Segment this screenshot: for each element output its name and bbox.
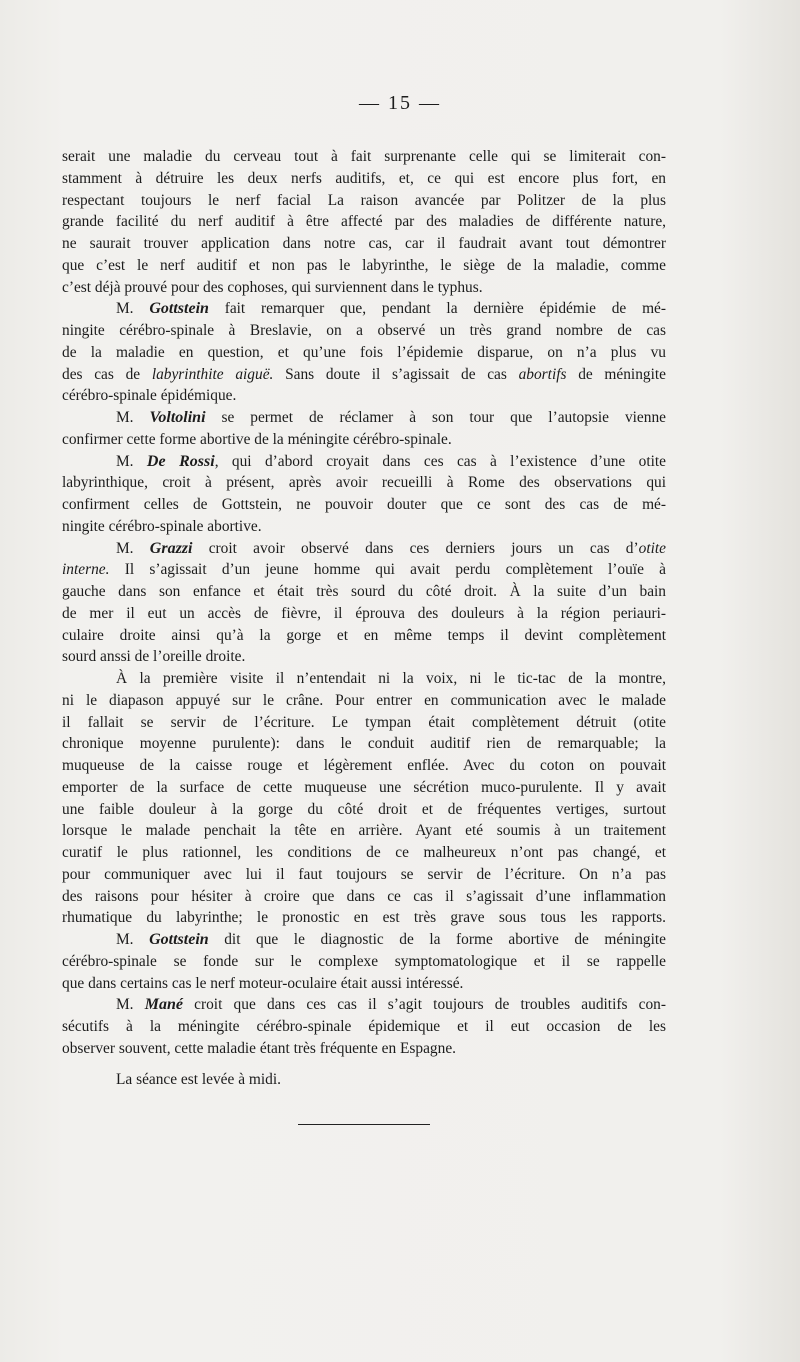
text-segment: de mer il eut un accès de fièvre, il éprouva des douleurs à la région periauri-	[62, 604, 666, 622]
text-segment: que c’est le nerf auditif et non pas le labyrinthe, le siège de la maladie, comme	[62, 256, 666, 274]
text-segment: croit que dans ces cas il s’agit toujours de troubles auditifs con-	[182, 996, 666, 1014]
text-line	[62, 538, 666, 560]
speaker-name: Gottstein	[149, 300, 209, 318]
speaker-name: Gottstein	[149, 931, 209, 948]
text-segment: M.	[116, 539, 150, 557]
text-line	[62, 733, 666, 755]
text-segment: M.	[116, 409, 150, 426]
text-segment: sourd anssi de l’oreille droite.	[62, 648, 246, 666]
text-line	[62, 298, 666, 320]
text-segment: labyrinthique, croit à présent, après avoir recueilli à Rome des observations qui	[62, 474, 666, 492]
text-line	[62, 364, 666, 386]
text-line	[62, 1038, 666, 1060]
text-segment: ningite cérébro-spinale à Breslavie, on a observé un très grand nombre de cas	[62, 322, 666, 339]
text-segment: de méningite	[566, 365, 666, 383]
text-line	[62, 320, 666, 342]
text-segment: Il s’agissait d’un jeune homme qui avait perdu complètement l’ouïe à	[109, 561, 666, 579]
text-segment: des raisons pour hésiter à croire que dans ce cas il s’agissait d’une inflammation	[62, 887, 666, 905]
text-segment: M.	[116, 300, 150, 318]
text-line	[62, 429, 666, 451]
page-number: — 15 —	[359, 92, 441, 114]
text-line	[62, 712, 666, 734]
text-segment: fait remarquer que, pendant la dernière épidémie de mé-	[208, 300, 666, 318]
speaker-name: Mané	[144, 996, 183, 1014]
text-segment: ne saurait trouver application dans notre cas, car il faudrait avant tout démontrer	[62, 235, 666, 252]
text-line	[62, 559, 666, 581]
text-segment: que dans certains cas le nerf moteur-oculaire était aussi intéressé.	[62, 974, 464, 992]
text-segment: stamment à détruire les deux nerfs auditifs, et, ce qui est encore plus fort, en	[62, 169, 666, 187]
text-segment: de la maladie en question, et qu’une fois l’épidemie disparue, on n’a plus vu	[62, 343, 666, 361]
text-line	[62, 1016, 666, 1038]
speaker-name: Voltolini	[149, 409, 206, 426]
text-segment: emporter de la surface de cette muqueuse une sécrétion muco-purulente. Il y avait	[62, 778, 666, 796]
body-text	[62, 146, 666, 1060]
text-line	[62, 951, 666, 973]
closing-rule	[298, 1124, 430, 1125]
text-segment: se permet de réclamer à son tour que l’autopsie vienne	[205, 409, 666, 426]
text-line	[62, 864, 666, 886]
text-line	[62, 886, 666, 908]
text-segment: M.	[116, 931, 150, 948]
text-segment: il fallait se servir de l’écriture. Le tympan était complètement détruit (otite	[62, 713, 666, 731]
text-line	[62, 907, 666, 929]
text-line	[62, 146, 666, 168]
text-segment: cérébro-spinale épidémique.	[62, 387, 237, 405]
text-segment: culaire droite ainsi qu’à la gorge et en même temps il devint complètement	[62, 626, 666, 644]
speaker-name: Grazzi	[149, 539, 193, 557]
text-segment: sécutifs à la méningite cérébro-spinale épidemique et il eut occasion de les	[62, 1018, 666, 1035]
text-line	[62, 646, 666, 668]
text-segment: c’est déjà prouvé pour des cophoses, qui surviennent dans le typhus.	[62, 278, 483, 296]
text-line	[62, 625, 666, 647]
text-line	[62, 472, 666, 494]
text-line	[62, 777, 666, 799]
text-segment: des cas de	[62, 365, 152, 383]
text-line	[62, 581, 666, 603]
text-line	[62, 385, 666, 407]
text-segment: À la première visite il n’entendait ni la voix, ni le tic-tac de la montre,	[116, 670, 666, 687]
text-line	[62, 820, 666, 842]
text-line	[62, 190, 666, 212]
text-line	[62, 994, 666, 1016]
text-line	[62, 233, 666, 255]
text-segment: M.	[116, 996, 145, 1014]
text-segment: serait une maladie du cerveau tout à fait surprenante celle qui se limiterait con-	[62, 148, 666, 165]
text-segment: rhumatique du labyrinthe; le pronostic en est très grave sous tous les rapports.	[62, 909, 666, 927]
text-segment: Sans doute il s’agissait de cas	[273, 365, 519, 383]
text-line	[62, 255, 666, 277]
text-segment: pour communiquer avec lui il faut toujours se servir de l’écriture. On n’a pas	[62, 865, 666, 883]
text-line	[62, 451, 666, 473]
text-segment: otite	[638, 539, 666, 557]
text-segment: croit avoir observé dans ces derniers jours un cas d’	[192, 539, 639, 557]
text-segment: observer souvent, cette maladie étant très fréquente en Espagne.	[62, 1039, 457, 1057]
closing-line: La séance est levée à midi.	[116, 1071, 281, 1088]
text-segment: , qui d’abord croyait dans ces cas à l’existence d’une otite	[214, 452, 666, 470]
text-segment: cérébro-spinale se fonde sur le complexe symptomatologique et il se rappelle	[62, 952, 666, 970]
text-line	[62, 929, 666, 951]
text-line	[62, 668, 666, 690]
text-line	[62, 407, 666, 429]
text-segment: abortifs	[518, 365, 567, 383]
text-line	[62, 277, 666, 299]
text-line	[62, 842, 666, 864]
text-segment: respectant toujours le nerf facial La raison avancée par Politzer de la plus	[62, 191, 666, 209]
text-line	[62, 603, 666, 625]
text-line	[62, 755, 666, 777]
text-segment: dit que le diagnostic de la forme abortive de méningite	[208, 931, 666, 948]
text-line	[62, 168, 666, 190]
text-line	[62, 973, 666, 995]
text-line	[62, 342, 666, 364]
text-segment: lorsque le malade penchait la tête en arrière. Ayant eté soumis à un traitement	[62, 822, 666, 840]
text-line	[62, 211, 666, 233]
text-segment: ni le diapason appuyé sur le crâne. Pour entrer en communication avec le malade	[62, 691, 666, 709]
text-line	[62, 516, 666, 538]
text-segment: curatif le plus rationnel, les conditions de ce malheureux n’ont pas changé, et	[62, 844, 666, 861]
text-segment: ningite cérébro-spinale abortive.	[62, 517, 262, 535]
text-line	[62, 799, 666, 821]
text-segment: grande facilité du nerf auditif à être affecté par des maladies de différente nature,	[62, 213, 666, 231]
text-segment: labyrinthite aiguë.	[151, 365, 274, 383]
text-segment: interne.	[62, 561, 110, 579]
text-segment: M.	[116, 452, 147, 470]
text-segment: muqueuse de la caisse rouge et légèrement enflée. Avec du coton on pouvait	[62, 757, 666, 774]
speaker-name: De Rossi	[146, 452, 215, 470]
text-segment: gauche dans son enfance et était très sourd du côté droit. À la suite d’un bain	[62, 583, 666, 600]
text-segment: chronique moyenne purulente): dans le conduit auditif rien de remarquable; la	[62, 735, 666, 753]
text-segment: confirmer cette forme abortive de la méningite cérébro-spinale.	[62, 430, 452, 448]
text-line	[62, 690, 666, 712]
text-segment: une faible douleur à la gorge du côté droit et de fréquentes vertiges, surtout	[62, 800, 666, 818]
text-segment: confirment celles de Gottstein, ne pouvoir douter que ce sont des cas de mé-	[62, 496, 666, 513]
text-line	[62, 494, 666, 516]
